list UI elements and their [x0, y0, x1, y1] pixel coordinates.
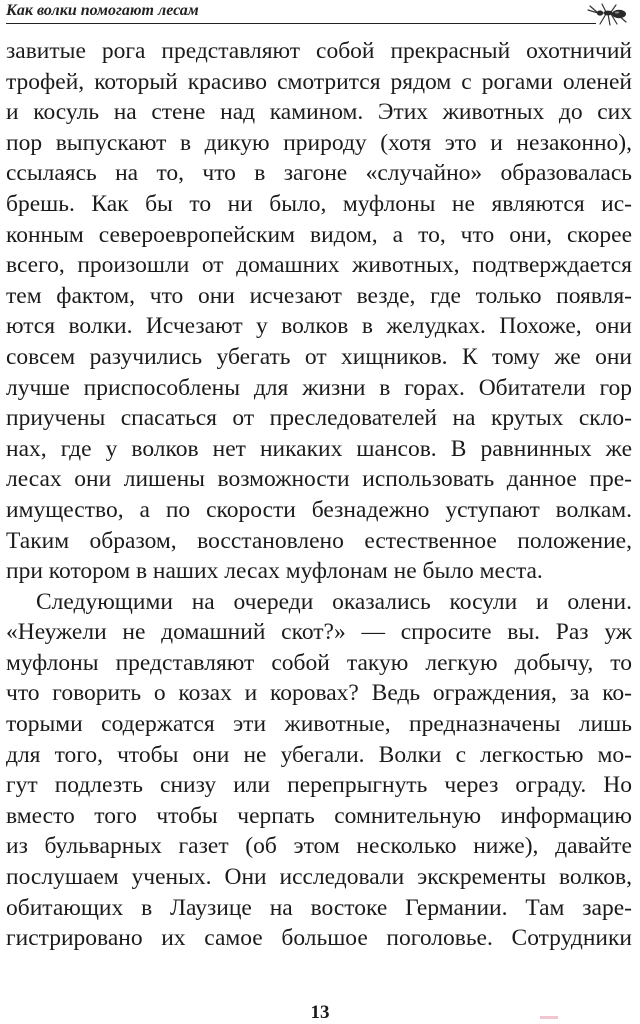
paragraph-end-line: при котором в наших лесах муфлонам не было места. — [6, 558, 543, 585]
page-number: 13 — [310, 1002, 330, 1023]
header-rule — [6, 23, 596, 24]
text-line: из бульварных газет (об этом несколько ниже), давайте — [6, 833, 632, 860]
text-line: лучше приспособлены для жизни в горах. Обитатели гор — [6, 374, 632, 401]
text-line: завитые рога представляют собой прекрасный охотничий — [6, 38, 632, 64]
text-line: торыми содержатся эти животные, предназначены лишь — [6, 711, 632, 738]
text-line: совсем разучились убегать от хищников. К тому же они — [6, 343, 632, 370]
text-line: ссылаясь на то, что в загоне «случайно» образовалась — [6, 160, 632, 187]
text-line: имущество, а по скорости безнадежно уступают волкам. — [6, 496, 632, 523]
text-line: лесах они лишены возможности использовать данное пре- — [6, 466, 632, 493]
text-line: тем фактом, что они исчезают везде, где только появля- — [6, 282, 632, 309]
corner-mark — [540, 1016, 558, 1019]
text-line: послушаем ученых. Они исследовали экскременты волков, — [6, 864, 632, 891]
ant-icon — [584, 0, 634, 26]
text-line: обитающих в Лаузице на востоке Германии. Там заре- — [6, 894, 632, 921]
body-text — [6, 36, 632, 954]
running-head — [6, 0, 634, 26]
text-line: пор выпускают в дикую природу (хотя это и незаконно), — [6, 129, 632, 156]
text-line: и косуль на стене над камином. Этих животных до сих — [6, 99, 632, 126]
text-line: приучены спасаться от преследователей на крутых скло- — [6, 405, 632, 432]
text-line: Таким образом, восстановлено естественное положение, — [6, 527, 632, 554]
text-line: вместо того чтобы черпать сомнительную информацию — [6, 802, 632, 829]
text-line: ются волки. Исчезают у волков в желудках. Похоже, они — [6, 313, 632, 340]
text-line: гистрировано их самое большое поголовье. Сотрудники — [6, 925, 632, 952]
running-title: Как волки помогают лесам — [6, 2, 199, 19]
text-line: брешь. Как бы то ни было, муфлоны не являются ис- — [6, 190, 632, 217]
text-line: нах, где у волков нет никаких шансов. В равнинных же — [6, 435, 632, 462]
text-line: для того, чтобы они не убегали. Волки с легкостью мо- — [6, 741, 632, 768]
paragraph-start-line: Следующими на очереди оказались косули и олени. — [36, 588, 632, 615]
text-line: «Неужели не домашний скот?» — спросите вы. Раз уж — [6, 619, 632, 646]
text-line: что говорить о козах и коровах? Ведь ограждения, за ко- — [6, 680, 632, 707]
text-line: муфлоны представляют собой такую легкую добычу, то — [6, 649, 632, 676]
text-line: всего, произошли от домашних животных, подтверждается — [6, 252, 632, 279]
text-line: трофей, который красиво смотрится рядом с рогами оленей — [6, 68, 632, 95]
text-line: гут подлезть снизу или перепрыгнуть через ограду. Но — [6, 772, 632, 799]
text-line: конным североевропейским видом, а то, что они, скорее — [6, 221, 632, 248]
